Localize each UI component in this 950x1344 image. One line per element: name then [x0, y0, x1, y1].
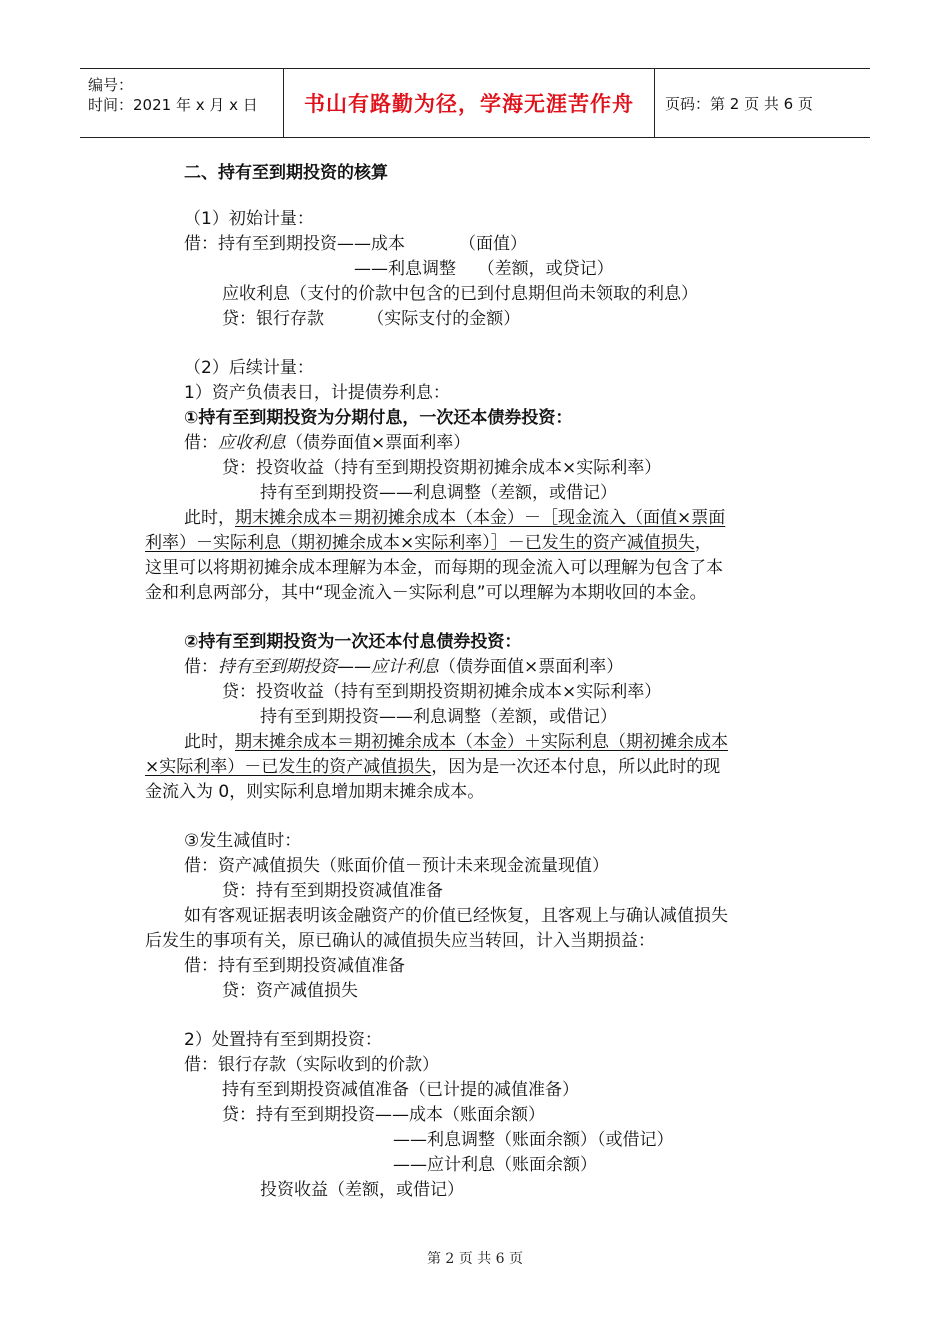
entry-prefix: 借： [184, 433, 218, 453]
entry-line: 借：持有至到期投资减值准备 [184, 956, 405, 976]
section-title: 二、持有至到期投资的核算 [184, 163, 388, 183]
document-number: 编号： [88, 76, 134, 94]
entry-line: ——应计利息（账面余额） [393, 1155, 597, 1175]
entry-note: （债券面值×票面利率） [286, 433, 471, 453]
page-header [80, 68, 870, 138]
page-footer: 第 2 页 共 6 页 [426, 1251, 524, 1267]
entry-line: 持有至到期投资——利息调整（差额，或借记） [260, 707, 617, 727]
entry-line: ——利息调整（账面余额）（或借记） [393, 1130, 674, 1150]
entry-line: 贷：资产减值损失 [222, 981, 358, 1001]
case-title: ①持有至到期投资为分期付息，一次还本债券投资： [184, 408, 573, 428]
formula-text: ×实际利率）－已发生的资产减值损失 [145, 757, 432, 777]
case-title: ②持有至到期投资为一次还本付息债券投资： [184, 632, 522, 652]
document-date: 时间：2021 年 x 月 x 日 [88, 96, 258, 114]
case-title: ③发生减值时： [184, 831, 302, 851]
paragraph-line [145, 756, 720, 778]
paragraph-line: 金流入为 0，则实际利息增加期末摊余成本。 [145, 782, 485, 802]
text-suffix: ，因为是一次还本付息，所以此时的现 [431, 757, 721, 777]
entry-line: 贷：投资收益（持有至到期投资期初摊余成本×实际利率） [222, 682, 662, 702]
header-motto: 书山有路勤为径，学海无涯苦作舟 [283, 69, 655, 137]
header-meta [80, 69, 283, 137]
paragraph-line: 金和利息两部分，其中“现金流入－实际利息”可以理解为本期收回的本金。 [145, 583, 707, 603]
entry-line: ——利息调整 （差额，或贷记） [354, 259, 614, 279]
entry-line: 贷：投资收益（持有至到期投资期初摊余成本×实际利率） [222, 458, 662, 478]
entry-line: 贷：银行存款 （实际支付的金额） [222, 309, 521, 329]
subsequent-measurement-title: （2）后续计量： [184, 358, 314, 378]
entry-line: 借：银行存款（实际收到的价款） [184, 1055, 439, 1075]
text-line: 1）资产负债表日，计提债券利息： [184, 383, 450, 403]
initial-measurement-title: （1）初始计量： [184, 209, 314, 229]
entry-line: 借：持有至到期投资——成本 （面值） [184, 234, 528, 254]
entry-line: 贷：持有至到期投资——成本（账面余额） [222, 1105, 545, 1125]
entry-prefix: 借： [184, 657, 218, 677]
formula-text: 期末摊余成本＝期初摊余成本（本金）＋实际利息（期初摊余成本 [235, 732, 728, 752]
entry-line: 持有至到期投资——利息调整（差额，或借记） [260, 483, 617, 503]
paragraph-line [145, 532, 712, 554]
entry-line: 贷：持有至到期投资减值准备 [222, 881, 443, 901]
disposal-title: 2）处置持有至到期投资： [184, 1030, 382, 1050]
entry-line: 借：资产减值损失（账面价值－预计未来现金流量现值） [184, 856, 609, 876]
account-name: 持有至到期投资——应计利息 [218, 657, 439, 677]
header-page-info: 页码：第 2 页 共 6 页 [665, 94, 813, 113]
entry-line: 投资收益（差额，或借记） [260, 1180, 464, 1200]
entry-line [184, 656, 623, 678]
text-suffix: ， [694, 533, 712, 553]
entry-line: 应收利息（支付的价款中包含的已到付息期但尚未领取的利息） [222, 284, 698, 304]
entry-note: （债券面值×票面利率） [439, 657, 624, 677]
entry-line [184, 432, 470, 454]
account-name: 应收利息 [218, 433, 286, 453]
paragraph-line: 后发生的事项有关，原已确认的减值损失应当转回，计入当期损益： [145, 931, 655, 951]
paragraph-line [184, 507, 725, 529]
paragraph-line [184, 731, 728, 753]
formula-text: 期末摊余成本＝期初摊余成本（本金）－［现金流入（面值×票面 [235, 508, 726, 528]
formula-text: 利率）－实际利息（期初摊余成本×实际利率）］－已发生的资产减值损失 [145, 533, 695, 553]
entry-line: 持有至到期投资减值准备（已计提的减值准备） [222, 1080, 579, 1100]
text-prefix: 此时， [184, 732, 235, 752]
text-prefix: 此时， [184, 508, 235, 528]
paragraph-line: 如有客观证据表明该金融资产的价值已经恢复，且客观上与确认减值损失 [184, 906, 728, 926]
paragraph-line: 这里可以将期初摊余成本理解为本金，而每期的现金流入可以理解为包含了本 [145, 558, 723, 578]
